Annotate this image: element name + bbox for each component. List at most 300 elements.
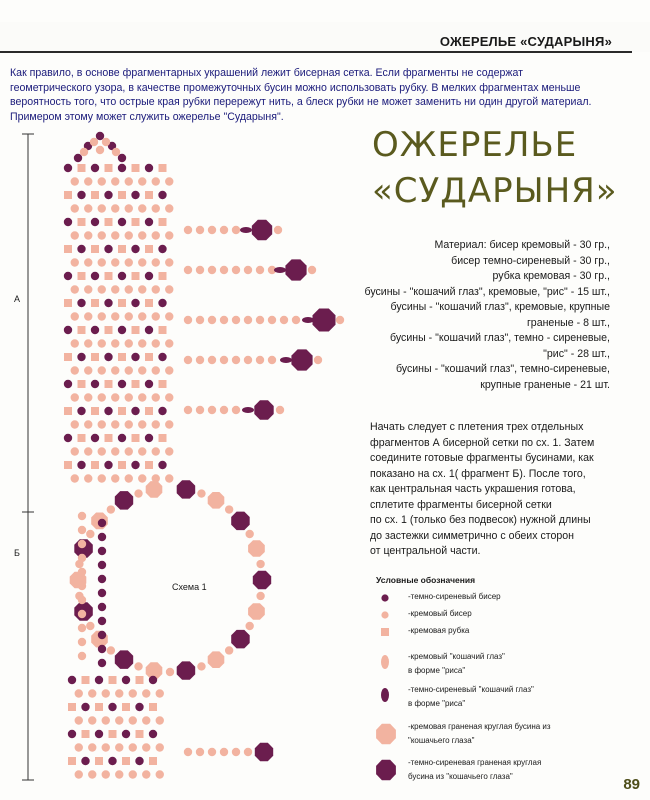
cream-bead-mark (102, 716, 110, 724)
dark-bead-mark (104, 461, 112, 469)
cream-bead-mark (125, 420, 133, 428)
dark-faceted-mark (313, 309, 336, 332)
cream-bead-mark (78, 652, 86, 660)
schema-marks (22, 132, 344, 780)
dark-rice-mark (240, 227, 252, 233)
cream-tube-mark (132, 380, 140, 388)
cream-bead-mark (232, 266, 240, 274)
cream-tube-mark (118, 191, 126, 199)
cream-bead-mark (314, 356, 322, 364)
cream-bead-mark (152, 312, 160, 320)
cream-faceted-mark (248, 603, 265, 620)
dark-bead-mark (158, 407, 166, 415)
cream-bead-mark (196, 406, 204, 414)
dark-bead-mark (118, 154, 126, 162)
cream-bead-mark (88, 743, 96, 751)
cream-bead-mark (138, 339, 146, 347)
cream-bead-mark (98, 312, 106, 320)
cream-bead-mark (84, 285, 92, 293)
cream-bead-mark (245, 622, 253, 630)
section-label-b: Б (14, 548, 20, 558)
cream-bead-mark (156, 689, 164, 697)
materials-line: Материал: бисер кремовый - 30 гр., (434, 239, 610, 251)
cream-tube-mark (145, 245, 153, 253)
legend-item-label: -кремовый "кошачий глаз" (408, 652, 505, 661)
dark-bead-mark (81, 757, 89, 765)
cream-faceted-mark (146, 481, 163, 498)
dark-bead-mark (91, 218, 99, 226)
schema-caption: Схема 1 (172, 582, 207, 592)
cream-tube-mark (105, 326, 113, 334)
cream-bead-mark (84, 177, 92, 185)
cream-bead-mark (138, 258, 146, 266)
dark-bead-mark (131, 461, 139, 469)
cream-bead-mark (165, 339, 173, 347)
cream-bead-mark (115, 743, 123, 751)
cream-bead-mark (244, 266, 252, 274)
dark-bead-mark (98, 645, 106, 653)
cream-bead-mark (196, 356, 204, 364)
dark-bead-mark (98, 589, 106, 597)
cream-faceted-mark (208, 651, 225, 668)
cream-tube-mark (64, 191, 72, 199)
cream-bead-mark (125, 339, 133, 347)
cream-bead-mark (165, 285, 173, 293)
cream-bead-mark (96, 146, 104, 154)
cream-bead-mark (220, 316, 228, 324)
cream-tube-mark (105, 272, 113, 280)
cream-tube-mark (91, 353, 99, 361)
dark-bead-mark (131, 191, 139, 199)
dark-bead-mark (158, 299, 166, 307)
cream-bead-mark (84, 420, 92, 428)
cream-tube-mark (82, 676, 90, 684)
cream-bead-mark (107, 505, 115, 513)
cream-bead-mark (98, 420, 106, 428)
cream-tube-mark (118, 461, 126, 469)
dark-bead-mark (108, 703, 116, 711)
dark-rice-mark (302, 317, 314, 323)
cream-bead-mark (71, 285, 79, 293)
cream-bead-mark (138, 447, 146, 455)
cream-bead-mark (244, 356, 252, 364)
dark-bead-mark (135, 703, 143, 711)
cream-tube-mark (78, 272, 86, 280)
dark-bead-mark (145, 434, 153, 442)
cream-tube-mark (145, 407, 153, 415)
dark-rice-icon (376, 683, 402, 711)
header-rule (0, 51, 632, 53)
cream-bead-mark (102, 743, 110, 751)
cream-bead-mark (88, 716, 96, 724)
dark-bead-mark (91, 434, 99, 442)
cream-tube-mark (82, 730, 90, 738)
cream-tube-mark (78, 434, 86, 442)
cream-bead-mark (156, 770, 164, 778)
dark-bead-mark (68, 676, 76, 684)
cream-tube-mark (159, 380, 167, 388)
dark-bead-mark (104, 407, 112, 415)
cream-bead-mark (196, 748, 204, 756)
cream-tube-mark (118, 353, 126, 361)
cream-bead-mark (165, 312, 173, 320)
cream-bead-mark (102, 138, 110, 146)
cream-bead-mark (98, 339, 106, 347)
cream-bead-mark (102, 770, 110, 778)
cream-bead-mark (152, 339, 160, 347)
cream-bead-mark (142, 743, 150, 751)
cream-bead-mark (111, 366, 119, 374)
dark-faceted-mark (254, 400, 273, 419)
cream-bead-mark (138, 285, 146, 293)
cream-bead-mark (232, 316, 240, 324)
dark-bead-mark (77, 191, 85, 199)
cream-bead-mark (84, 447, 92, 455)
dark-bead-mark (98, 617, 106, 625)
cream-bead-mark (71, 420, 79, 428)
dark-bead-mark (145, 326, 153, 334)
cream-tube-mark (145, 353, 153, 361)
cream-bead-mark (75, 689, 83, 697)
cream-bead-mark (184, 226, 192, 234)
cream-bead-mark (184, 356, 192, 364)
legend-item-label: -темно-сиреневый "кошачий глаз" (408, 685, 534, 694)
cream-bead-mark (220, 356, 228, 364)
cream-bead-mark (125, 231, 133, 239)
dark-bead-mark (77, 461, 85, 469)
dark-faceted-mark (255, 743, 273, 761)
cream-bead-mark (78, 638, 86, 646)
cream-bead-mark (165, 258, 173, 266)
cream-bead-mark (84, 366, 92, 374)
cream-bead-mark (111, 258, 119, 266)
cream-bead-mark (88, 770, 96, 778)
dark-bead-mark (108, 757, 116, 765)
cream-tube-mark (132, 272, 140, 280)
cream-tube-mark (105, 380, 113, 388)
cream-tube-mark (91, 191, 99, 199)
article-title-line1: ОЖЕРЕЛЬЕ (372, 125, 578, 165)
cream-tube-mark (145, 461, 153, 469)
materials-line: бусины - "кошачий глаз", кремовые, "рис" - 15 шт., (364, 285, 610, 298)
dark-bead-mark (158, 353, 166, 361)
dark-bead-mark (104, 353, 112, 361)
cream-bead-mark (184, 748, 192, 756)
cream-bead-mark (111, 339, 119, 347)
cream-tube-mark (118, 299, 126, 307)
dark-bead-mark (96, 132, 104, 140)
cream-bead-mark (225, 646, 233, 654)
cream-tube-mark (122, 757, 130, 765)
cream-bead-mark (129, 689, 137, 697)
cream-bead-mark (129, 743, 137, 751)
legend-item-label: -кремовая рубка (408, 626, 470, 635)
cream-bead-mark (256, 560, 264, 568)
cream-faceted-icon (376, 720, 402, 748)
cream-bead-mark (184, 406, 192, 414)
cream-bead-mark (84, 474, 92, 482)
dark-bead-mark (131, 245, 139, 253)
cream-bead-mark (134, 489, 142, 497)
article-title (372, 122, 632, 214)
cream-bead-mark (220, 226, 228, 234)
cream-bead-mark (71, 474, 79, 482)
cream-tube-mark (64, 461, 72, 469)
dark-faceted-mark (253, 571, 271, 589)
cream-tube-mark (78, 380, 86, 388)
cream-bead-mark (71, 231, 79, 239)
dark-faceted-mark (115, 491, 133, 510)
dark-bead-mark (158, 245, 166, 253)
cream-bead-mark (232, 226, 240, 234)
dark-faceted-mark (252, 220, 272, 240)
cream-tube-mark (91, 461, 99, 469)
cream-bead-mark (245, 530, 253, 538)
cream-bead-mark (165, 177, 173, 185)
cream-bead-mark (208, 356, 216, 364)
cream-bead-mark (129, 770, 137, 778)
dark-bead-mark (98, 533, 106, 541)
cream-bead-mark (196, 226, 204, 234)
cream-bead-mark (115, 716, 123, 724)
cream-tube-mark (118, 407, 126, 415)
cream-tube-mark (109, 730, 117, 738)
cream-bead-mark (276, 406, 284, 414)
cream-bead-mark (197, 489, 205, 497)
cream-bead-mark (125, 474, 133, 482)
dark-bead-mark (64, 272, 72, 280)
dark-bead-mark (98, 561, 106, 569)
cream-bead-mark (232, 356, 240, 364)
cream-bead-mark (78, 624, 86, 632)
cream-bead-mark (208, 266, 216, 274)
dark-rice-mark (242, 407, 254, 413)
cream-bead-mark (208, 226, 216, 234)
cream-bead-mark (138, 204, 146, 212)
cream-bead-mark (256, 316, 264, 324)
cream-bead-mark (111, 393, 119, 401)
cream-bead-mark (274, 226, 282, 234)
cream-bead-mark (71, 258, 79, 266)
dark-bead-mark (158, 191, 166, 199)
cream-bead-mark (129, 716, 137, 724)
cream-tube-mark (105, 434, 113, 442)
cream-bead-mark (98, 177, 106, 185)
cream-tube-mark (78, 326, 86, 334)
dark-rice-mark (280, 357, 292, 363)
dark-bead-mark (118, 164, 126, 172)
cream-bead-mark (71, 393, 79, 401)
cream-bead-mark (84, 393, 92, 401)
cream-bead-mark (152, 177, 160, 185)
cream-tube-mark (159, 272, 167, 280)
cream-bead-mark (78, 526, 86, 534)
cream-bead-mark (98, 258, 106, 266)
instructions-line: от центральной части. (370, 545, 481, 557)
cream-bead-mark (138, 231, 146, 239)
cream-bead-mark (78, 554, 86, 562)
dark-bead-mark (74, 154, 82, 162)
cream-bead-mark (292, 316, 300, 324)
cream-bead-mark (256, 356, 264, 364)
legend-item-label: бусина из "кошачьего глаза" (408, 772, 513, 781)
instructions-line: соедините готовые фрагменты бусинами, как (370, 452, 594, 464)
cream-tube-mark (91, 407, 99, 415)
cream-bead-mark (138, 177, 146, 185)
cream-bead-mark (111, 204, 119, 212)
cream-bead-mark (232, 748, 240, 756)
cream-tube-mark (91, 245, 99, 253)
cream-bead-mark (165, 420, 173, 428)
legend-item-label: -кремовый бисер (408, 609, 472, 618)
cream-tube-mark (91, 299, 99, 307)
cream-tube-mark (132, 326, 140, 334)
cream-tube-mark (149, 757, 157, 765)
cream-bead-mark (184, 266, 192, 274)
cream-faceted-mark (208, 492, 225, 509)
cream-bead-mark (142, 716, 150, 724)
dark-bead-mark (64, 218, 72, 226)
cream-bead-mark (71, 204, 79, 212)
dark-bead-mark (81, 703, 89, 711)
dark-bead-mark (118, 218, 126, 226)
cream-bead-mark (268, 316, 276, 324)
cream-bead-mark (165, 447, 173, 455)
cream-bead-mark (111, 312, 119, 320)
dark-bead-mark (145, 218, 153, 226)
cream-bead-mark (244, 748, 252, 756)
dark-bead-mark (98, 519, 106, 527)
cream-bead-mark (90, 138, 98, 146)
cream-tube-mark (132, 164, 140, 172)
dark-bead-mark (91, 164, 99, 172)
dark-bead-mark (104, 191, 112, 199)
cream-bead-mark (75, 716, 83, 724)
dark-bead-mark (118, 326, 126, 334)
legend-item-label: в форме "риса" (408, 666, 466, 675)
cream-tube-mark (109, 676, 117, 684)
cream-bead-mark (115, 689, 123, 697)
dark-bead-mark (98, 547, 106, 555)
cream-bead-mark (71, 177, 79, 185)
cream-bead-mark (184, 316, 192, 324)
instructions-line: как центральная часть украшения готова, (370, 483, 576, 495)
cream-bead-mark (244, 316, 252, 324)
cream-bead-mark (111, 474, 119, 482)
dark-bead-mark (131, 353, 139, 361)
legend-item-label: -темно-сиреневый бисер (408, 592, 501, 601)
cream-tube-mark (105, 218, 113, 226)
cream-tube-mark (136, 676, 144, 684)
dark-bead-mark (118, 272, 126, 280)
cream-tube-mark (159, 434, 167, 442)
legend-item-label: -кремовая граненая круглая бусина из (408, 722, 551, 731)
cream-faceted-mark (248, 540, 265, 557)
cream-tube-mark (95, 703, 103, 711)
dark-bead-mark (98, 631, 106, 639)
instructions-line: до застежки симметрично с обеих сторон (370, 529, 575, 542)
cream-tube-mark (68, 757, 76, 765)
cream-bead-mark (152, 366, 160, 374)
cream-bead-mark (220, 406, 228, 414)
cream-bead-mark (142, 770, 150, 778)
dark-bead-mark (77, 299, 85, 307)
intro-line: Как правило, в основе фрагментарных украшений лежит бисерная сетка. Если фрагменты не содержат (10, 67, 523, 79)
cream-bead-mark (125, 204, 133, 212)
cream-tube-mark (159, 326, 167, 334)
cream-tube-icon (376, 624, 402, 652)
cream-bead-mark (134, 662, 142, 670)
materials-line: бусины - "кошачий глаз", темно-сиреневые, (395, 363, 610, 375)
dark-faceted-mark (231, 630, 250, 649)
cream-bead-mark (152, 285, 160, 293)
cream-bead-mark (98, 474, 106, 482)
cream-bead-mark (111, 447, 119, 455)
cream-bead-mark (86, 622, 94, 630)
cream-tube-mark (159, 218, 167, 226)
instructions-line: Начать следует с плетения трех отдельных (370, 421, 584, 433)
running-header: ОЖЕРЕЛЬЕ «СУДАРЫНЯ» (439, 34, 612, 49)
cream-bead-mark (165, 393, 173, 401)
cream-bead-mark (88, 689, 96, 697)
cream-bead-mark (78, 568, 86, 576)
cream-bead-mark (165, 366, 173, 374)
dark-bead-mark (91, 272, 99, 280)
dark-faceted-mark (177, 480, 196, 498)
cream-bead-mark (86, 530, 94, 538)
cream-bead-mark (280, 316, 288, 324)
cream-tube-mark (149, 703, 157, 711)
dark-bead-mark (145, 380, 153, 388)
section-label-a: А (14, 294, 21, 304)
dark-bead-mark (64, 326, 72, 334)
cream-bead-mark (138, 420, 146, 428)
dark-bead-mark (64, 434, 72, 442)
legend-item-label: в форме "риса" (408, 699, 466, 708)
cream-tube-mark (136, 730, 144, 738)
cream-bead-mark (98, 447, 106, 455)
cream-tube-mark (78, 218, 86, 226)
cream-bead-mark (336, 316, 344, 324)
cream-bead-mark (138, 393, 146, 401)
dark-bead-mark (118, 434, 126, 442)
dark-bead-mark (104, 245, 112, 253)
cream-bead-mark (268, 356, 276, 364)
materials-line: "рис" - 28 шт., (543, 347, 610, 360)
cream-bead-mark (152, 204, 160, 212)
cream-bead-mark (208, 316, 216, 324)
materials-line: граненые - 8 шт., (526, 316, 610, 329)
intro-line: геометрического узора, в качестве промежуточных бусин можно использовать рубку. В мелких фрагментах меньше (10, 81, 581, 94)
cream-bead-mark (78, 512, 86, 520)
dark-bead-mark (122, 676, 130, 684)
cream-tube-mark (132, 434, 140, 442)
cream-bead-mark (71, 447, 79, 455)
cream-bead-mark (84, 231, 92, 239)
cream-bead-mark (125, 258, 133, 266)
legend-title: Условные обозначения (376, 575, 476, 585)
cream-bead-mark (125, 366, 133, 374)
cream-tube-mark (118, 245, 126, 253)
cream-bead-mark (111, 285, 119, 293)
intro-line: Примером этому может служить ожерелье "Сударыня". (10, 110, 284, 123)
cream-bead-mark (125, 393, 133, 401)
cream-bead-mark (138, 474, 146, 482)
dark-bead-mark (91, 380, 99, 388)
cream-bead-mark (125, 447, 133, 455)
cream-tube-mark (64, 353, 72, 361)
cream-rice-icon (376, 650, 402, 678)
